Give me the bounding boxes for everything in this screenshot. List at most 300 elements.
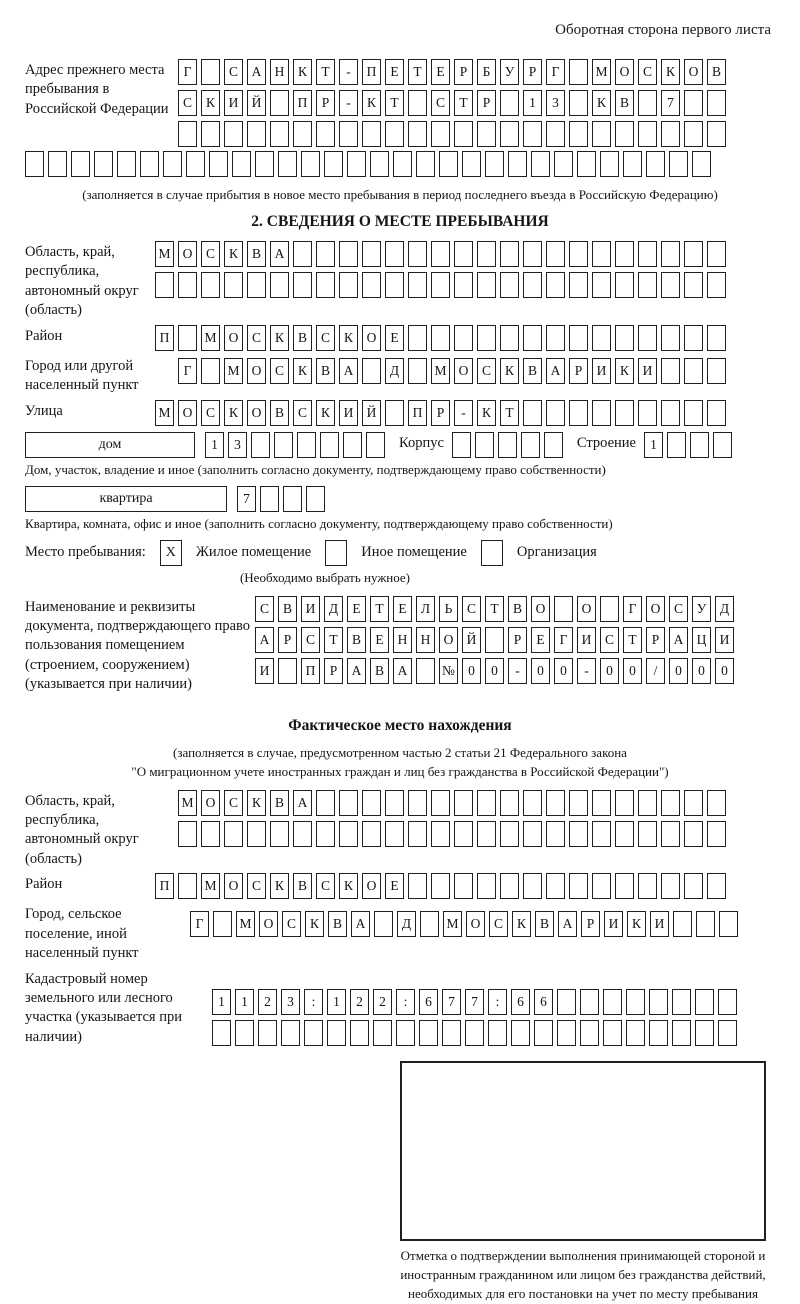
char-cell[interactable] bbox=[569, 241, 588, 267]
char-cell[interactable]: Й bbox=[247, 90, 266, 116]
char-cell[interactable]: О bbox=[439, 627, 458, 653]
char-cell[interactable]: Й bbox=[362, 400, 381, 426]
char-cell[interactable]: О bbox=[646, 596, 665, 622]
char-cell[interactable]: М bbox=[178, 790, 197, 816]
char-cell[interactable] bbox=[416, 151, 435, 177]
char-cell[interactable] bbox=[235, 1020, 254, 1046]
char-cell[interactable] bbox=[385, 121, 404, 147]
char-cell[interactable]: С bbox=[316, 325, 335, 351]
char-cell[interactable]: К bbox=[362, 90, 381, 116]
char-cell[interactable] bbox=[569, 400, 588, 426]
char-cell[interactable]: 6 bbox=[511, 989, 530, 1015]
char-cell[interactable]: У bbox=[500, 59, 519, 85]
char-cell[interactable]: А bbox=[558, 911, 577, 937]
char-cell[interactable] bbox=[707, 821, 726, 847]
char-cell[interactable] bbox=[385, 821, 404, 847]
char-cell[interactable] bbox=[600, 151, 619, 177]
char-cell[interactable]: - bbox=[339, 90, 358, 116]
char-cell[interactable] bbox=[554, 151, 573, 177]
char-cell[interactable] bbox=[546, 325, 565, 351]
kvartira-field-box[interactable]: квартира bbox=[25, 486, 227, 512]
char-cell[interactable] bbox=[362, 821, 381, 847]
char-cell[interactable] bbox=[707, 400, 726, 426]
char-cell[interactable] bbox=[531, 151, 550, 177]
char-cell[interactable] bbox=[416, 658, 435, 684]
char-cell[interactable] bbox=[385, 272, 404, 298]
char-cell[interactable]: И bbox=[604, 911, 623, 937]
char-cell[interactable] bbox=[281, 1020, 300, 1046]
char-cell[interactable] bbox=[546, 400, 565, 426]
char-cell[interactable]: А bbox=[293, 790, 312, 816]
char-cell[interactable] bbox=[247, 272, 266, 298]
char-cell[interactable]: О bbox=[362, 873, 381, 899]
char-cell[interactable] bbox=[454, 241, 473, 267]
char-cell[interactable]: К bbox=[247, 790, 266, 816]
char-cell[interactable] bbox=[623, 151, 642, 177]
char-cell[interactable] bbox=[569, 121, 588, 147]
char-cell[interactable] bbox=[301, 151, 320, 177]
char-cell[interactable]: И bbox=[715, 627, 734, 653]
char-cell[interactable] bbox=[661, 400, 680, 426]
char-cell[interactable]: Р bbox=[569, 358, 588, 384]
char-cell[interactable] bbox=[431, 272, 450, 298]
char-cell[interactable]: К bbox=[293, 59, 312, 85]
char-cell[interactable] bbox=[638, 272, 657, 298]
char-cell[interactable] bbox=[592, 790, 611, 816]
char-cell[interactable]: В bbox=[347, 627, 366, 653]
char-cell[interactable]: К bbox=[512, 911, 531, 937]
char-cell[interactable]: К bbox=[477, 400, 496, 426]
char-cell[interactable] bbox=[420, 911, 439, 937]
char-cell[interactable] bbox=[485, 627, 504, 653]
char-cell[interactable]: С bbox=[669, 596, 688, 622]
char-cell[interactable]: С bbox=[247, 325, 266, 351]
char-cell[interactable] bbox=[374, 911, 393, 937]
char-cell[interactable] bbox=[638, 821, 657, 847]
char-cell[interactable] bbox=[569, 272, 588, 298]
char-cell[interactable]: 1 bbox=[205, 432, 224, 458]
char-cell[interactable] bbox=[523, 325, 542, 351]
char-cell[interactable] bbox=[178, 325, 197, 351]
char-cell[interactable]: 6 bbox=[534, 989, 553, 1015]
char-cell[interactable]: 7 bbox=[237, 486, 256, 512]
char-cell[interactable] bbox=[500, 90, 519, 116]
char-cell[interactable] bbox=[270, 821, 289, 847]
char-cell[interactable] bbox=[569, 59, 588, 85]
char-cell[interactable] bbox=[684, 790, 703, 816]
char-cell[interactable] bbox=[500, 121, 519, 147]
char-cell[interactable] bbox=[546, 121, 565, 147]
char-cell[interactable]: Т bbox=[316, 59, 335, 85]
char-cell[interactable]: С bbox=[255, 596, 274, 622]
char-cell[interactable] bbox=[546, 821, 565, 847]
char-cell[interactable]: В bbox=[370, 658, 389, 684]
char-cell[interactable] bbox=[454, 790, 473, 816]
char-cell[interactable]: О bbox=[247, 358, 266, 384]
char-cell[interactable] bbox=[477, 241, 496, 267]
char-cell[interactable] bbox=[339, 241, 358, 267]
char-cell[interactable]: А bbox=[247, 59, 266, 85]
char-cell[interactable]: С bbox=[301, 627, 320, 653]
char-cell[interactable] bbox=[278, 658, 297, 684]
char-cell[interactable]: В bbox=[707, 59, 726, 85]
char-cell[interactable]: К bbox=[627, 911, 646, 937]
char-cell[interactable] bbox=[707, 325, 726, 351]
char-cell[interactable] bbox=[695, 989, 714, 1015]
char-cell[interactable] bbox=[251, 432, 270, 458]
char-cell[interactable]: Т bbox=[408, 59, 427, 85]
char-cell[interactable] bbox=[324, 151, 343, 177]
char-cell[interactable] bbox=[316, 241, 335, 267]
char-cell[interactable] bbox=[569, 873, 588, 899]
char-cell[interactable] bbox=[615, 790, 634, 816]
char-cell[interactable] bbox=[684, 90, 703, 116]
char-cell[interactable]: В bbox=[278, 596, 297, 622]
char-cell[interactable] bbox=[477, 873, 496, 899]
char-cell[interactable]: Т bbox=[370, 596, 389, 622]
char-cell[interactable] bbox=[385, 400, 404, 426]
char-cell[interactable]: И bbox=[301, 596, 320, 622]
char-cell[interactable]: П bbox=[362, 59, 381, 85]
char-cell[interactable]: С bbox=[282, 911, 301, 937]
char-cell[interactable] bbox=[431, 821, 450, 847]
char-cell[interactable] bbox=[465, 1020, 484, 1046]
char-cell[interactable] bbox=[339, 121, 358, 147]
char-cell[interactable] bbox=[500, 821, 519, 847]
char-cell[interactable]: А bbox=[546, 358, 565, 384]
char-cell[interactable] bbox=[500, 241, 519, 267]
char-cell[interactable] bbox=[646, 151, 665, 177]
char-cell[interactable] bbox=[396, 1020, 415, 1046]
char-cell[interactable]: 0 bbox=[554, 658, 573, 684]
char-cell[interactable] bbox=[431, 121, 450, 147]
char-cell[interactable] bbox=[339, 821, 358, 847]
char-cell[interactable]: Е bbox=[385, 325, 404, 351]
char-cell[interactable] bbox=[247, 121, 266, 147]
char-cell[interactable] bbox=[178, 121, 197, 147]
char-cell[interactable] bbox=[452, 432, 471, 458]
char-cell[interactable]: Р bbox=[523, 59, 542, 85]
char-cell[interactable]: К bbox=[339, 873, 358, 899]
char-cell[interactable]: № bbox=[439, 658, 458, 684]
char-cell[interactable]: Е bbox=[385, 59, 404, 85]
char-cell[interactable] bbox=[592, 121, 611, 147]
char-cell[interactable]: О bbox=[684, 59, 703, 85]
char-cell[interactable] bbox=[661, 121, 680, 147]
char-cell[interactable] bbox=[592, 272, 611, 298]
char-cell[interactable] bbox=[661, 821, 680, 847]
char-cell[interactable] bbox=[477, 821, 496, 847]
char-cell[interactable] bbox=[592, 400, 611, 426]
char-cell[interactable]: О bbox=[615, 59, 634, 85]
char-cell[interactable]: С bbox=[462, 596, 481, 622]
char-cell[interactable] bbox=[339, 272, 358, 298]
char-cell[interactable] bbox=[521, 432, 540, 458]
char-cell[interactable] bbox=[569, 90, 588, 116]
char-cell[interactable] bbox=[439, 151, 458, 177]
char-cell[interactable]: Е bbox=[393, 596, 412, 622]
char-cell[interactable]: П bbox=[155, 325, 174, 351]
char-cell[interactable] bbox=[477, 790, 496, 816]
char-cell[interactable] bbox=[523, 873, 542, 899]
char-cell[interactable] bbox=[638, 873, 657, 899]
char-cell[interactable] bbox=[523, 121, 542, 147]
char-cell[interactable]: К bbox=[316, 400, 335, 426]
char-cell[interactable]: Р bbox=[278, 627, 297, 653]
char-cell[interactable]: Е bbox=[531, 627, 550, 653]
char-cell[interactable]: Г bbox=[554, 627, 573, 653]
char-cell[interactable] bbox=[667, 432, 686, 458]
char-cell[interactable] bbox=[546, 873, 565, 899]
char-cell[interactable]: Г bbox=[190, 911, 209, 937]
char-cell[interactable] bbox=[270, 121, 289, 147]
char-cell[interactable]: : bbox=[304, 989, 323, 1015]
char-cell[interactable] bbox=[71, 151, 90, 177]
char-cell[interactable]: В bbox=[535, 911, 554, 937]
char-cell[interactable]: Н bbox=[393, 627, 412, 653]
char-cell[interactable] bbox=[719, 911, 738, 937]
char-cell[interactable] bbox=[669, 151, 688, 177]
char-cell[interactable] bbox=[339, 790, 358, 816]
char-cell[interactable]: - bbox=[339, 59, 358, 85]
dom-field-box[interactable]: дом bbox=[25, 432, 195, 458]
char-cell[interactable]: С bbox=[477, 358, 496, 384]
char-cell[interactable] bbox=[615, 325, 634, 351]
char-cell[interactable] bbox=[362, 272, 381, 298]
char-cell[interactable] bbox=[408, 272, 427, 298]
char-cell[interactable]: О bbox=[454, 358, 473, 384]
char-cell[interactable] bbox=[293, 241, 312, 267]
char-cell[interactable] bbox=[408, 358, 427, 384]
char-cell[interactable] bbox=[707, 358, 726, 384]
char-cell[interactable] bbox=[511, 1020, 530, 1046]
char-cell[interactable] bbox=[385, 241, 404, 267]
char-cell[interactable] bbox=[385, 790, 404, 816]
char-cell[interactable]: Д bbox=[715, 596, 734, 622]
char-cell[interactable]: С bbox=[431, 90, 450, 116]
char-cell[interactable]: К bbox=[615, 358, 634, 384]
char-cell[interactable] bbox=[258, 1020, 277, 1046]
char-cell[interactable]: 2 bbox=[373, 989, 392, 1015]
char-cell[interactable] bbox=[454, 325, 473, 351]
char-cell[interactable]: 0 bbox=[692, 658, 711, 684]
char-cell[interactable]: И bbox=[577, 627, 596, 653]
char-cell[interactable] bbox=[224, 821, 243, 847]
char-cell[interactable] bbox=[431, 241, 450, 267]
char-cell[interactable] bbox=[707, 272, 726, 298]
char-cell[interactable] bbox=[638, 325, 657, 351]
char-cell[interactable] bbox=[707, 873, 726, 899]
char-cell[interactable]: С bbox=[293, 400, 312, 426]
char-cell[interactable] bbox=[577, 151, 596, 177]
char-cell[interactable]: О bbox=[224, 325, 243, 351]
char-cell[interactable] bbox=[707, 241, 726, 267]
char-cell[interactable] bbox=[615, 121, 634, 147]
char-cell[interactable]: Г bbox=[178, 59, 197, 85]
char-cell[interactable]: 1 bbox=[644, 432, 663, 458]
char-cell[interactable]: 7 bbox=[442, 989, 461, 1015]
char-cell[interactable] bbox=[274, 432, 293, 458]
char-cell[interactable]: - bbox=[454, 400, 473, 426]
char-cell[interactable]: 1 bbox=[235, 989, 254, 1015]
char-cell[interactable] bbox=[546, 790, 565, 816]
char-cell[interactable] bbox=[672, 1020, 691, 1046]
char-cell[interactable] bbox=[278, 151, 297, 177]
char-cell[interactable] bbox=[592, 821, 611, 847]
char-cell[interactable]: В bbox=[508, 596, 527, 622]
char-cell[interactable] bbox=[718, 989, 737, 1015]
char-cell[interactable] bbox=[454, 873, 473, 899]
char-cell[interactable]: А bbox=[255, 627, 274, 653]
char-cell[interactable] bbox=[201, 59, 220, 85]
char-cell[interactable] bbox=[454, 121, 473, 147]
char-cell[interactable] bbox=[488, 1020, 507, 1046]
char-cell[interactable] bbox=[661, 873, 680, 899]
char-cell[interactable] bbox=[569, 790, 588, 816]
char-cell[interactable]: К bbox=[339, 325, 358, 351]
char-cell[interactable]: Б bbox=[477, 59, 496, 85]
char-cell[interactable] bbox=[534, 1020, 553, 1046]
char-cell[interactable] bbox=[684, 358, 703, 384]
char-cell[interactable]: Н bbox=[270, 59, 289, 85]
char-cell[interactable]: С bbox=[247, 873, 266, 899]
char-cell[interactable] bbox=[232, 151, 251, 177]
char-cell[interactable] bbox=[316, 121, 335, 147]
char-cell[interactable]: К bbox=[500, 358, 519, 384]
char-cell[interactable]: А bbox=[347, 658, 366, 684]
char-cell[interactable] bbox=[201, 821, 220, 847]
char-cell[interactable]: Д bbox=[397, 911, 416, 937]
char-cell[interactable] bbox=[615, 400, 634, 426]
char-cell[interactable] bbox=[260, 486, 279, 512]
char-cell[interactable] bbox=[155, 272, 174, 298]
char-cell[interactable]: К bbox=[224, 400, 243, 426]
char-cell[interactable] bbox=[500, 873, 519, 899]
char-cell[interactable] bbox=[557, 989, 576, 1015]
char-cell[interactable] bbox=[707, 121, 726, 147]
char-cell[interactable] bbox=[293, 272, 312, 298]
char-cell[interactable] bbox=[255, 151, 274, 177]
char-cell[interactable] bbox=[523, 241, 542, 267]
char-cell[interactable] bbox=[408, 790, 427, 816]
char-cell[interactable]: А bbox=[669, 627, 688, 653]
char-cell[interactable]: О bbox=[178, 241, 197, 267]
char-cell[interactable]: Т bbox=[454, 90, 473, 116]
char-cell[interactable]: Р bbox=[316, 90, 335, 116]
char-cell[interactable]: В bbox=[247, 241, 266, 267]
char-cell[interactable]: К bbox=[224, 241, 243, 267]
char-cell[interactable] bbox=[707, 90, 726, 116]
char-cell[interactable]: В bbox=[316, 358, 335, 384]
char-cell[interactable]: А bbox=[393, 658, 412, 684]
char-cell[interactable]: Р bbox=[324, 658, 343, 684]
char-cell[interactable] bbox=[304, 1020, 323, 1046]
char-cell[interactable]: В bbox=[523, 358, 542, 384]
char-cell[interactable] bbox=[117, 151, 136, 177]
char-cell[interactable] bbox=[454, 272, 473, 298]
char-cell[interactable]: А bbox=[351, 911, 370, 937]
char-cell[interactable] bbox=[523, 272, 542, 298]
char-cell[interactable]: О bbox=[224, 873, 243, 899]
char-cell[interactable]: Г bbox=[178, 358, 197, 384]
char-cell[interactable]: А bbox=[339, 358, 358, 384]
char-cell[interactable]: Г bbox=[623, 596, 642, 622]
char-cell[interactable] bbox=[569, 325, 588, 351]
char-cell[interactable]: К bbox=[661, 59, 680, 85]
char-cell[interactable] bbox=[684, 873, 703, 899]
char-cell[interactable] bbox=[213, 911, 232, 937]
char-cell[interactable] bbox=[498, 432, 517, 458]
char-cell[interactable] bbox=[408, 90, 427, 116]
char-cell[interactable]: 1 bbox=[212, 989, 231, 1015]
char-cell[interactable]: 1 bbox=[523, 90, 542, 116]
char-cell[interactable] bbox=[475, 432, 494, 458]
char-cell[interactable] bbox=[477, 325, 496, 351]
char-cell[interactable] bbox=[178, 873, 197, 899]
checkbox-zhiloe[interactable]: X bbox=[160, 540, 182, 566]
char-cell[interactable]: В bbox=[293, 873, 312, 899]
char-cell[interactable] bbox=[592, 873, 611, 899]
char-cell[interactable] bbox=[684, 241, 703, 267]
char-cell[interactable]: С bbox=[201, 400, 220, 426]
char-cell[interactable] bbox=[442, 1020, 461, 1046]
char-cell[interactable]: Т bbox=[623, 627, 642, 653]
char-cell[interactable]: Т bbox=[385, 90, 404, 116]
char-cell[interactable] bbox=[477, 121, 496, 147]
char-cell[interactable] bbox=[603, 989, 622, 1015]
char-cell[interactable] bbox=[306, 486, 325, 512]
char-cell[interactable] bbox=[327, 1020, 346, 1046]
char-cell[interactable] bbox=[224, 272, 243, 298]
char-cell[interactable] bbox=[94, 151, 113, 177]
char-cell[interactable]: С bbox=[489, 911, 508, 937]
char-cell[interactable]: Р bbox=[431, 400, 450, 426]
char-cell[interactable]: О bbox=[247, 400, 266, 426]
char-cell[interactable]: Р bbox=[581, 911, 600, 937]
char-cell[interactable]: И bbox=[650, 911, 669, 937]
char-cell[interactable]: С bbox=[224, 59, 243, 85]
char-cell[interactable] bbox=[25, 151, 44, 177]
char-cell[interactable] bbox=[500, 790, 519, 816]
char-cell[interactable]: П bbox=[293, 90, 312, 116]
char-cell[interactable]: О bbox=[178, 400, 197, 426]
char-cell[interactable] bbox=[419, 1020, 438, 1046]
char-cell[interactable]: Д bbox=[324, 596, 343, 622]
char-cell[interactable] bbox=[454, 821, 473, 847]
char-cell[interactable] bbox=[523, 790, 542, 816]
char-cell[interactable] bbox=[431, 325, 450, 351]
char-cell[interactable]: Е bbox=[347, 596, 366, 622]
char-cell[interactable] bbox=[672, 989, 691, 1015]
char-cell[interactable]: 0 bbox=[623, 658, 642, 684]
char-cell[interactable] bbox=[270, 272, 289, 298]
char-cell[interactable]: Р bbox=[646, 627, 665, 653]
char-cell[interactable]: У bbox=[692, 596, 711, 622]
char-cell[interactable]: К bbox=[270, 325, 289, 351]
char-cell[interactable] bbox=[718, 1020, 737, 1046]
char-cell[interactable] bbox=[692, 151, 711, 177]
char-cell[interactable] bbox=[408, 873, 427, 899]
char-cell[interactable]: И bbox=[638, 358, 657, 384]
char-cell[interactable] bbox=[408, 241, 427, 267]
char-cell[interactable]: 0 bbox=[669, 658, 688, 684]
char-cell[interactable]: М bbox=[201, 873, 220, 899]
char-cell[interactable] bbox=[638, 121, 657, 147]
char-cell[interactable] bbox=[600, 596, 619, 622]
char-cell[interactable]: П bbox=[301, 658, 320, 684]
char-cell[interactable] bbox=[163, 151, 182, 177]
char-cell[interactable] bbox=[48, 151, 67, 177]
